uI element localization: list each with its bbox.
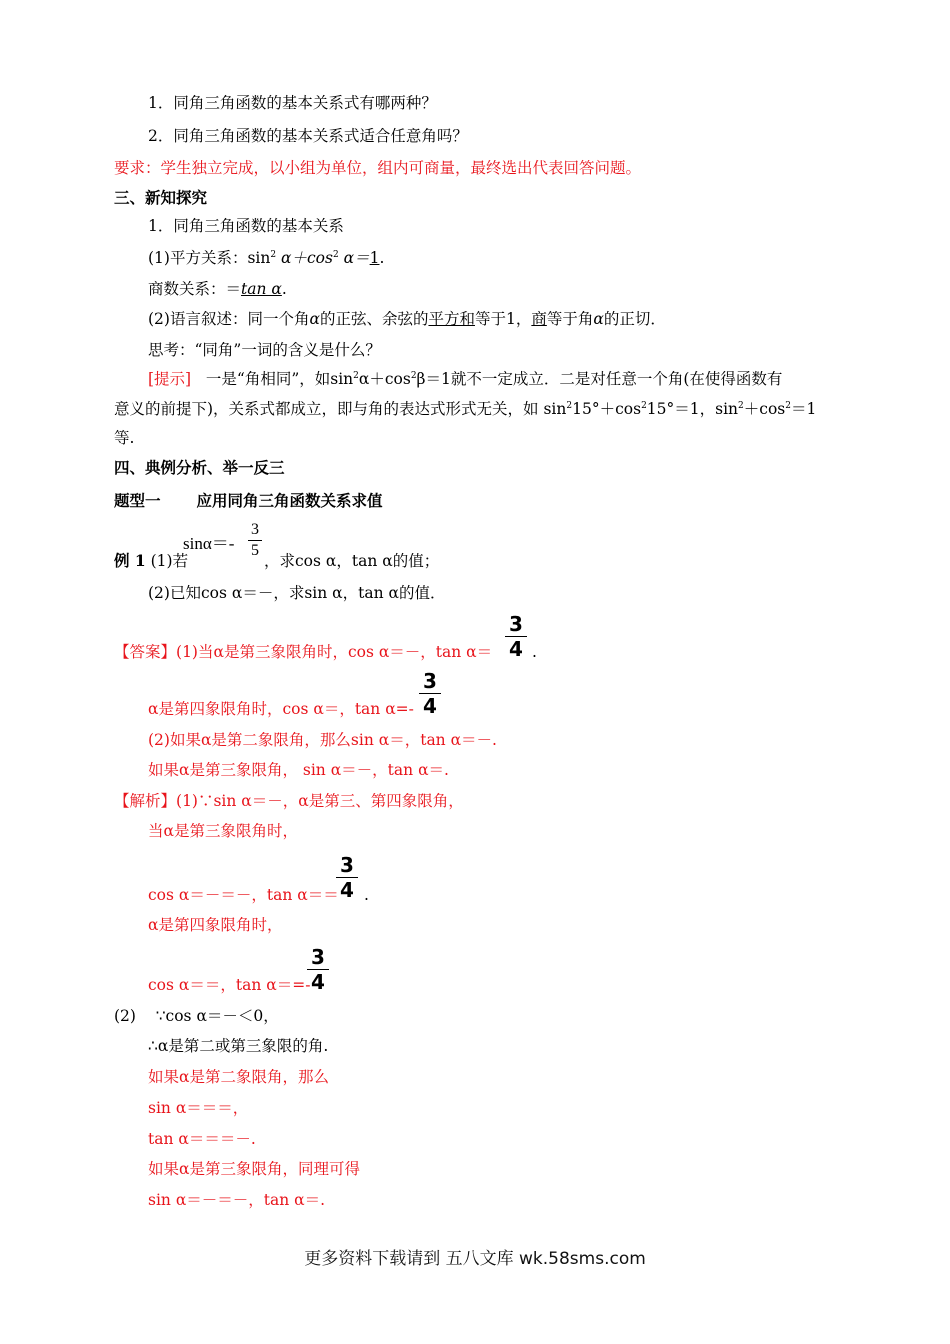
hint-line-3: 等. (114, 429, 135, 447)
analysis-line-1: 【解析】(1)∵sin α＝－，α是第三、第四象限角， (114, 792, 464, 810)
question-1: 1．同角三角函数的基本关系式有哪两种？ (148, 94, 437, 112)
analysis-line-9: sin α＝＝＝， (148, 1099, 249, 1117)
quotient-relation: 商数关系：＝tan α. (148, 280, 287, 298)
relation-title: 1．同角三角函数的基本关系 (148, 217, 344, 235)
example-part-1-end: ，求cos α，tan α的值； (264, 552, 440, 570)
footer-link[interactable]: 更多资料下载请到 五八文库 wk.58sms.com (304, 1249, 646, 1269)
answer-line-2: α是第四象限角时，cos α＝，tan α=- (148, 700, 414, 718)
example-part-2: (2)已知cos α＝－，求sin α，tan α的值． (148, 584, 446, 602)
analysis-line-3: cos α＝－＝－，tan α＝＝ (148, 886, 339, 904)
analysis-fraction-2: 3 4 (307, 947, 329, 992)
answer-tag: 【答案】 (114, 643, 177, 661)
analysis-line-2: 当α是第三象限角时， (148, 822, 298, 840)
analysis-line-5: cos α＝＝，tan α＝=- (148, 976, 311, 994)
verbal-statement: (2)语言叙述：同一个角α的正弦、余弦的平方和等于1，商等于角α的正切． (148, 310, 666, 328)
example-formula: sinα＝- (183, 534, 235, 553)
answer-fraction-2: 3 4 (419, 671, 441, 716)
section-heading-3: 三、新知探究 (114, 188, 208, 207)
analysis-line-8: 如果α是第二象限角，那么 (148, 1068, 329, 1086)
analysis-line-7: ∴α是第二或第三象限的角. (148, 1037, 329, 1055)
hint-line-2: 意义的前提下)，关系式都成立，即与角的表达式形式无关，如 $\sin^215^\circ+\cos^215^\circ=1$，$\sin^2+\cos^2=1$ (114, 400, 817, 418)
answer-fraction-1: 3 4 (505, 614, 527, 659)
type-heading: 题型一 应用同角三角函数关系求值 (114, 491, 383, 510)
hint-line-1: [提示] 一是“角相同”，如$\sin^2\alpha+\cos^2\beta=1$就不一定成立．二是对任意一个角(在使得函数有 (148, 370, 783, 388)
answer-line-1: 【答案】(1)当α是第三象限角时，cos α＝－，tan α＝ (114, 643, 493, 661)
think-question: 思考：“同角”一词的含义是什么？ (148, 341, 381, 359)
hint-tag: [提示] (148, 370, 192, 388)
analysis-line-3-end: . (364, 886, 369, 904)
answer-line-1-end: . (532, 643, 537, 661)
requirement-note: 要求：学生独立完成，以小组为单位，组内可商量，最终选出代表回答问题。 (114, 159, 642, 177)
analysis-tag: 【解析】 (114, 792, 177, 810)
example-part-1: 例 1 (1)若 (114, 551, 189, 570)
answer-line-4: 如果α是第三象限角， sin α＝－，tan α＝. (148, 761, 449, 779)
fraction-3-5: 3 5 (248, 522, 262, 559)
analysis-fraction-1: 3 4 (336, 855, 358, 900)
answer-line-3: (2)如果α是第二象限角，那么sin α＝，tan α＝－. (148, 731, 497, 749)
analysis-line-6: (2) ∵cos α＝－＜0， (114, 1007, 279, 1025)
square-relation: (1)平方关系：$\sin^2 \alpha+\cos^2$ α＝1. (148, 249, 385, 267)
question-2: 2．同角三角函数的基本关系式适合任意角吗？ (148, 127, 468, 145)
analysis-line-10: tan α＝＝＝－. (148, 1130, 256, 1148)
analysis-line-12: sin α＝－＝－，tan α＝. (148, 1191, 326, 1209)
analysis-line-11: 如果α是第三象限角，同理可得 (148, 1160, 360, 1178)
analysis-line-4: α是第四象限角时， (148, 916, 283, 934)
section-heading-4: 四、典例分析、举一反三 (114, 458, 285, 477)
